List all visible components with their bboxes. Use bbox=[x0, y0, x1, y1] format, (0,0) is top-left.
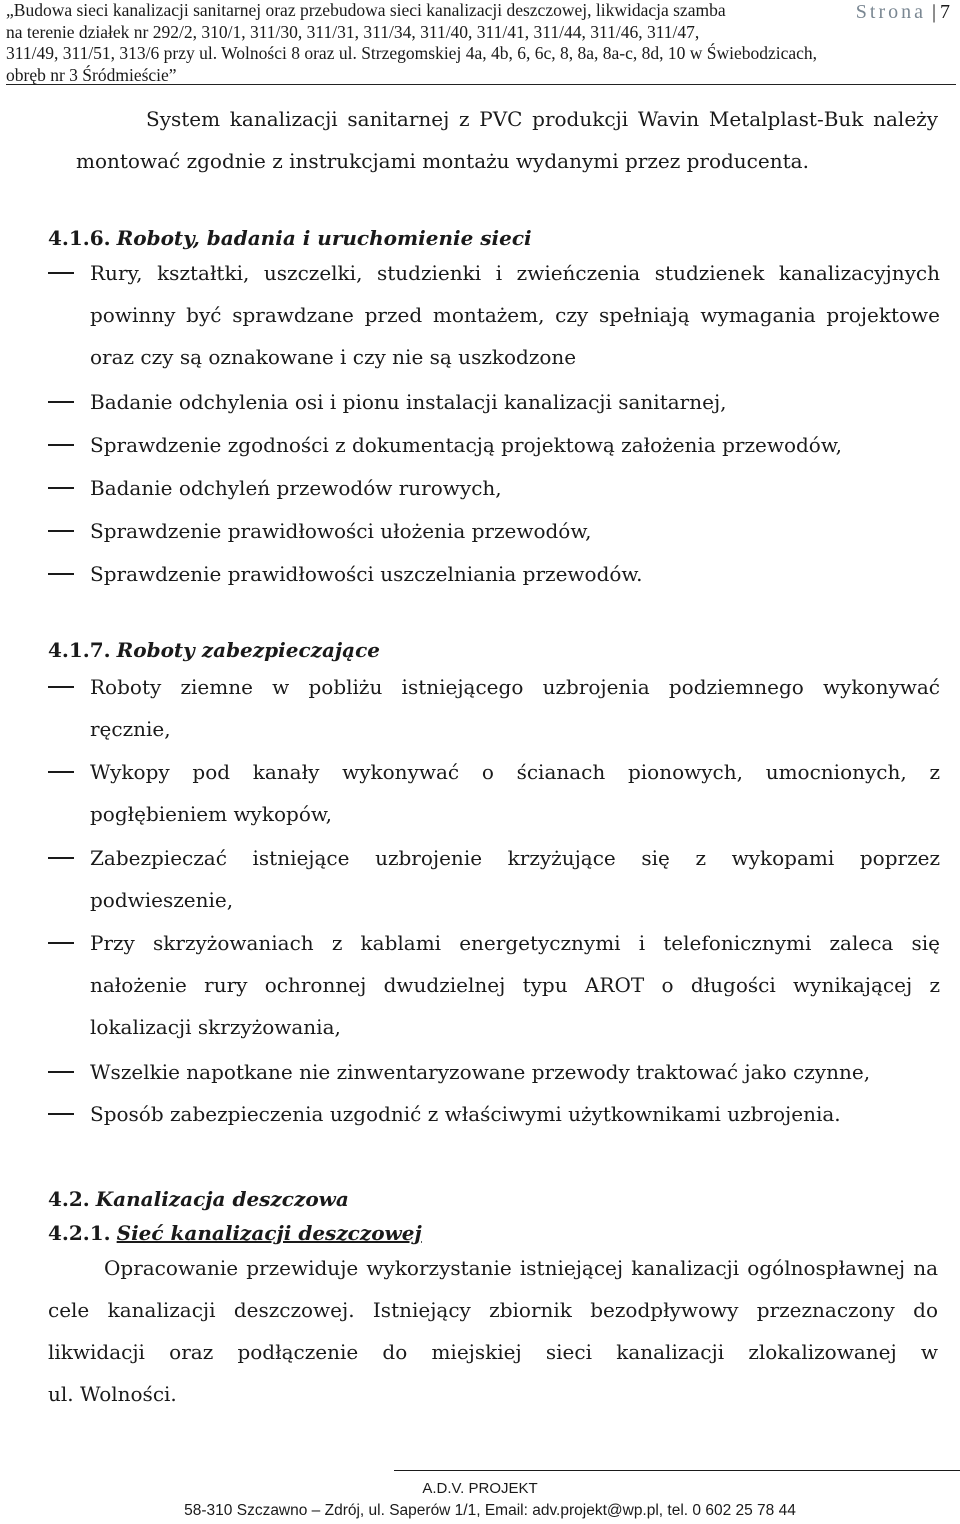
list-bullet bbox=[48, 1113, 74, 1115]
list-item-line: powinny być sprawdzane przed montażem, czy spełniają wymagania projektowe bbox=[90, 303, 940, 327]
document-title bbox=[6, 0, 818, 86]
header-line: na terenie działek nr 292/2, 310/1, 311/30, 311/31, 311/34, 311/40, 311/41, 311/44, 311/46, 311/47, bbox=[6, 21, 700, 42]
intro-line: montować zgodnie z instrukcjami montażu wydanymi przez producenta. bbox=[76, 149, 809, 173]
list-item-line: podwieszenie, bbox=[90, 888, 234, 912]
section-number: 4.1.6. bbox=[48, 226, 111, 250]
header-line: obręb nr 3 Śródmieście” bbox=[6, 64, 177, 85]
section-heading bbox=[48, 1187, 349, 1211]
list-item: Sprawdzenie prawidłowości ułożenia przewodów, bbox=[90, 519, 592, 543]
subsection-heading bbox=[48, 1221, 422, 1245]
section-number: 4.2.1. bbox=[48, 1221, 111, 1245]
list-item-line: lokalizacji skrzyżowania, bbox=[90, 1015, 341, 1039]
paragraph-line: ul. Wolności. bbox=[48, 1382, 177, 1406]
header-line: „Budowa sieci kanalizacji sanitarnej oraz przebudowa sieci kanalizacji deszczowej, likwidacja szamba bbox=[6, 0, 726, 20]
list-bullet bbox=[48, 771, 74, 773]
list-bullet bbox=[48, 444, 74, 446]
page-separator: | bbox=[931, 1, 936, 23]
list-item-line: Roboty ziemne w pobliżu istniejącego uzbrojenia podziemnego wykonywać bbox=[90, 675, 940, 699]
footer-company: A.D.V. PROJEKT bbox=[422, 1480, 538, 1497]
section-number: 4.2. bbox=[48, 1187, 90, 1211]
footer-divider bbox=[394, 1470, 960, 1471]
paragraph-line: cele kanalizacji deszczowej. Istniejący zbiornik bezodpływowy przeznaczony do bbox=[48, 1298, 938, 1322]
list-item: Sprawdzenie zgodności z dokumentacją projektową założenia przewodów, bbox=[90, 433, 842, 457]
list-item-line: nałożenie rury ochronnej dwudzielnej typu AROT o długości wynikającej z bbox=[90, 973, 940, 997]
page-number: 7 bbox=[940, 1, 950, 23]
list-bullet bbox=[48, 573, 74, 575]
list-bullet bbox=[48, 857, 74, 859]
list-item: Sposób zabezpieczenia uzgodnić z właściwymi użytkownikami uzbrojenia. bbox=[90, 1102, 841, 1126]
page-label: Strona bbox=[855, 1, 926, 23]
paragraph-line: likwidacji oraz podłączenie do miejskiej sieci kanalizacji zlokalizowanej w bbox=[48, 1340, 938, 1364]
list-bullet bbox=[48, 942, 74, 944]
list-bullet bbox=[48, 401, 74, 403]
section-heading bbox=[48, 226, 532, 250]
intro-line: System kanalizacji sanitarnej z PVC produkcji Wavin Metalplast-Buk należy bbox=[146, 107, 938, 131]
list-item-line: ręcznie, bbox=[90, 717, 171, 741]
page-header bbox=[6, 0, 956, 85]
header-line: 311/49, 311/51, 313/6 przy ul. Wolności 8 oraz ul. Strzegomskiej 4a, 4b, 6, 6c, 8, 8a, 8a-c, 8d, 10 w Świebodzicach, bbox=[6, 43, 818, 63]
list-item: Sprawdzenie prawidłowości uszczelniania przewodów. bbox=[90, 562, 643, 586]
list-bullet bbox=[48, 530, 74, 532]
list-item-line: pogłębieniem wykopów, bbox=[90, 802, 332, 826]
list-bullet bbox=[48, 272, 74, 274]
list-item: Badanie odchylenia osi i pionu instalacji kanalizacji sanitarnej, bbox=[90, 390, 727, 414]
list-bullet bbox=[48, 1071, 74, 1073]
list-bullet bbox=[48, 686, 74, 688]
section-title: Roboty zabezpieczające bbox=[116, 638, 381, 662]
list-item-line: Przy skrzyżowaniach z kablami energetycznymi i telefonicznymi zaleca się bbox=[90, 931, 940, 955]
list-item-line: Rury, kształtki, uszczelki, studzienki i zwieńczenia studzienek kanalizacyjnych bbox=[90, 261, 940, 285]
section-title: Kanalizacja deszczowa bbox=[95, 1187, 349, 1211]
footer-address: 58-310 Szczawno – Zdrój, ul. Saperów 1/1, Email: adv.projekt@wp.pl, tel. 0 602 25 78 44 bbox=[184, 1502, 796, 1519]
page-indicator bbox=[856, 1, 950, 24]
section-number: 4.1.7. bbox=[48, 638, 111, 662]
list-item-line: Wykopy pod kanały wykonywać o ścianach pionowych, umocnionych, z bbox=[90, 760, 940, 784]
section-title: Roboty, badania i uruchomienie sieci bbox=[116, 226, 532, 250]
section-title: Sieć kanalizacji deszczowej bbox=[116, 1221, 422, 1245]
list-bullet bbox=[48, 487, 74, 489]
list-item: Badanie odchyleń przewodów rurowych, bbox=[90, 476, 502, 500]
paragraph-line: Opracowanie przewiduje wykorzystanie istniejącej kanalizacji ogólnospławnej na bbox=[104, 1256, 938, 1280]
section-heading bbox=[48, 638, 380, 662]
list-item-line: oraz czy są oznakowane i czy nie są uszkodzone bbox=[90, 345, 577, 369]
list-item: Wszelkie napotkane nie zinwentaryzowane przewody traktować jako czynne, bbox=[90, 1060, 871, 1084]
list-item-line: Zabezpieczać istniejące uzbrojenie krzyżujące się z wykopami poprzez bbox=[90, 846, 940, 870]
